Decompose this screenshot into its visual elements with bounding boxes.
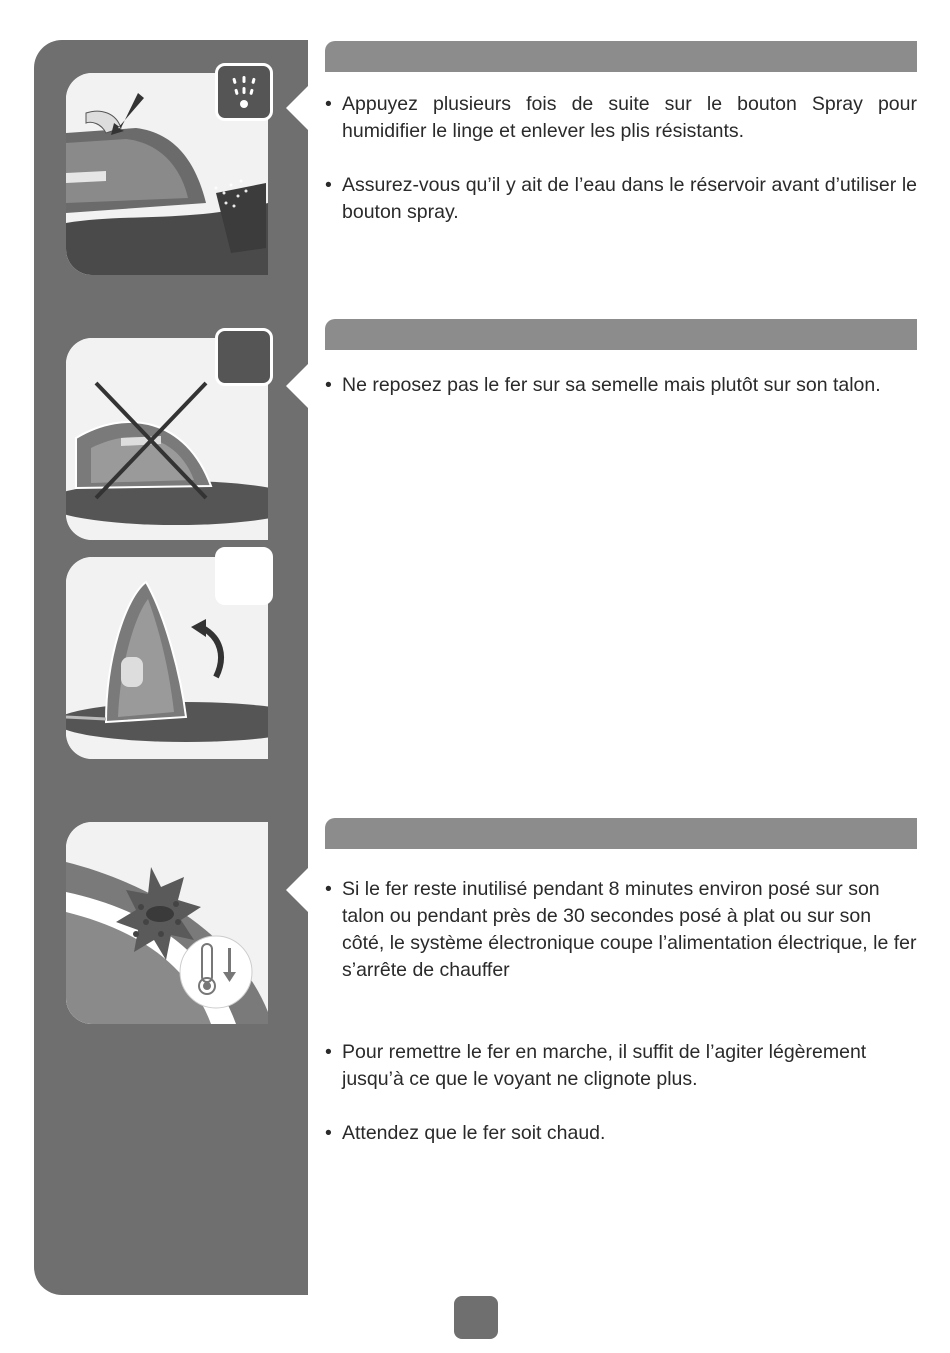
illustration-auto-off (66, 822, 268, 1024)
bullet-spray-1: • Appuyez plusieurs fois de suite sur le bouton Spray pour humidifier le linge et enlever les plis résistants. (325, 91, 917, 145)
pointer-notch (286, 868, 308, 912)
pointer-notch (286, 364, 308, 408)
bullet-auto-off-3: • Attendez que le fer soit chaud. (325, 1120, 917, 1147)
spray-badge (215, 63, 273, 121)
pointer-notch (286, 86, 308, 130)
bullet-spray-2: • Assurez-vous qu’il y ait de l’eau dans le réservoir avant d’utiliser le bouton spray. (325, 172, 917, 226)
bullet-rest-1: • Ne reposez pas le fer sur sa semelle mais plutôt sur son talon. (325, 372, 917, 399)
bullet-auto-off-2: • Pour remettre le fer en marche, il suffit de l’agiter légèrement jusqu’à ce que le voyant ne clignote plus. (325, 1039, 917, 1093)
page-number-block (454, 1296, 498, 1339)
section-heading-bar-auto-off (325, 818, 917, 849)
cross-icon (218, 331, 270, 383)
section-heading-bar-spray (325, 41, 917, 72)
section-heading-bar-rest (325, 319, 917, 350)
wrong-badge (215, 328, 273, 386)
bullet-auto-off-1: • Si le fer reste inutilisé pendant 8 minutes environ posé sur son talon ou pendant près de 30 secondes posé à plat ou sur son côté, le système électronique coupe l’alimentation électrique, le fer s’arrête de chauffer (325, 876, 917, 984)
check-icon (218, 550, 270, 602)
spray-icon (218, 66, 270, 118)
right-badge (215, 547, 273, 605)
auto-off-illustration (66, 822, 268, 1024)
